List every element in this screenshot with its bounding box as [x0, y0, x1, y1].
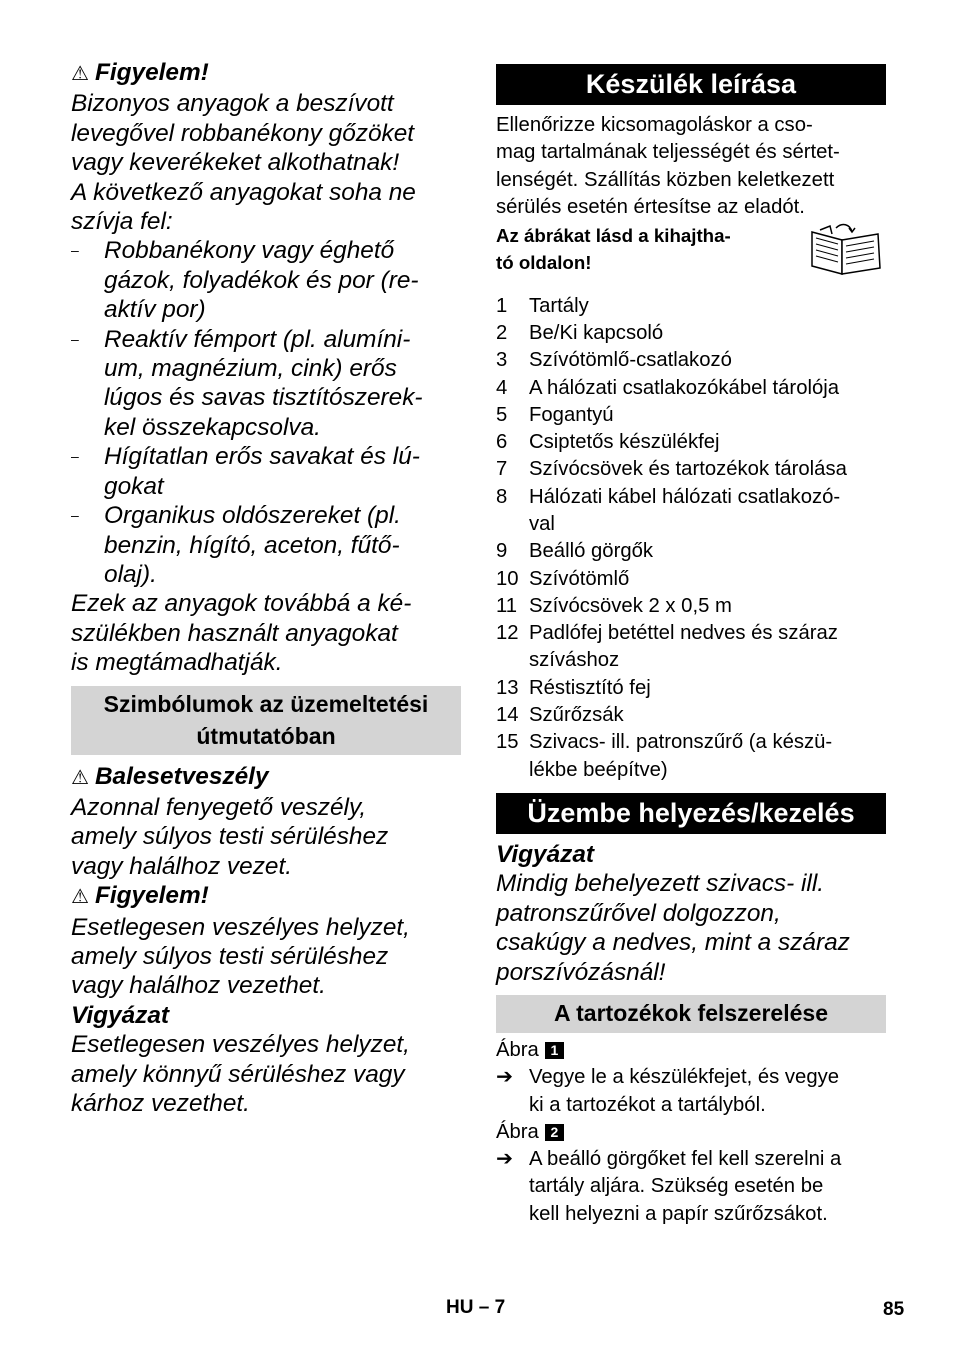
title-line: Szimbólumok az üzemeltetési [103, 690, 429, 717]
item-number: 1 [496, 294, 508, 317]
text-line: Bizonyos anyagok a beszívott [71, 90, 394, 118]
instruction-step [496, 1146, 886, 1228]
text-line: kárhoz vezethet. [71, 1090, 250, 1117]
item-number: 6 [496, 431, 508, 454]
left-column [71, 58, 461, 1118]
caution-block [71, 1001, 461, 1119]
text-line: Mindig behelyezett szivacs- ill. [496, 870, 825, 898]
list-item [496, 593, 886, 620]
warning-triangle-icon: ⚠ [71, 886, 89, 909]
item-number: 7 [496, 458, 508, 481]
text-line: amely könnyű sérüléshez vagy [71, 1060, 405, 1088]
text-line: Szívótömlő [529, 567, 630, 590]
text-line: amely súlyos testi sérüléshez [71, 823, 389, 851]
item-number: 5 [496, 403, 508, 426]
text-line: is megtámadhatják. [71, 649, 283, 677]
parts-list [496, 293, 886, 784]
item-number: 15 [496, 731, 519, 754]
text-line: aktív por) [104, 296, 206, 324]
list-item [496, 484, 886, 539]
item-number: 8 [496, 485, 508, 508]
text-line: benzin, hígító, aceton, fűtő- [104, 531, 400, 559]
text-line: amely súlyos testi sérüléshez [71, 942, 389, 970]
text-line: A hálózati csatlakozókábel tárolója [529, 376, 840, 399]
warning-block-serious [71, 881, 461, 1001]
list-item [496, 293, 886, 320]
text-line: um, magnézium, cink) erős [104, 355, 397, 383]
dash-bullet: – [71, 507, 79, 524]
text-line: porszívózásnál! [496, 958, 666, 986]
text-line: patronszűrővel dolgozzon, [496, 899, 781, 927]
dash-bullet: – [71, 330, 79, 347]
text-line: Beálló görgők [529, 540, 654, 563]
list-item [496, 429, 886, 456]
text-line: Ellenőrizze kicsomagoláskor a cso- [496, 114, 813, 136]
text-line: kell helyezni a papír szűrőzsákot. [529, 1202, 828, 1225]
text-line: Esetlegesen veszélyes helyzet, [71, 913, 410, 941]
text-line: val [529, 513, 555, 535]
item-number: 3 [496, 349, 508, 372]
text-line: A beálló görgőket fel kell szerelni a [529, 1148, 842, 1171]
text-line: Szivacs- ill. patronszűrő (a készü- [529, 731, 833, 754]
warning-list [71, 236, 461, 589]
text-line: Szívócsövek és tartozékok tárolása [529, 458, 847, 481]
text-line: Hígítatlan erős savakat és lú- [104, 443, 420, 471]
text-line: csakúgy a nedves, mint a száraz [496, 929, 850, 957]
instruction-step [496, 1064, 886, 1119]
item-number: 9 [496, 540, 508, 563]
text-line: vagy halálhoz vezet. [71, 852, 293, 880]
warning-heading [71, 58, 461, 89]
text-line: Szívótömlő-csatlakozó [529, 349, 732, 372]
text-line: Hálózati kábel hálózati csatlakozó- [529, 485, 841, 508]
operation-title: Üzembe helyezés/kezelés [496, 793, 886, 834]
text-line: Azonnal fenyegető veszély, [71, 793, 367, 821]
text-line: Robbanékony vagy éghető [104, 237, 395, 265]
item-number: 14 [496, 704, 519, 727]
item-number: 11 [496, 594, 518, 617]
figure-number-badge: 2 [545, 1124, 564, 1141]
caution-heading: Vigyázat [496, 840, 595, 868]
danger-block [71, 762, 461, 882]
text-line: Tartály [529, 294, 589, 317]
figure-label-text: Ábra [496, 1039, 539, 1061]
warning-triangle-icon: ⚠ [71, 766, 89, 789]
list-item [496, 402, 886, 429]
item-number: 4 [496, 376, 508, 399]
title-line: útmutatóban [196, 722, 336, 749]
list-item [496, 729, 886, 784]
text-line: lékbe beépítve) [529, 758, 668, 781]
symbols-section-title [71, 686, 461, 755]
dash-bullet: – [71, 448, 79, 465]
arrow-right-icon: ➔ [496, 1148, 513, 1171]
list-item [496, 675, 886, 702]
text-line: Fogantyú [529, 403, 614, 426]
text-line: szíváshoz [529, 649, 620, 672]
text-line: Reaktív fémport (pl. alumíni- [104, 325, 411, 353]
text-line: szülékben használt anyagokat [71, 619, 398, 647]
text-line: Organikus oldószereket (pl. [104, 502, 401, 530]
text-line: lúgos és savas tisztítószerek- [104, 384, 423, 412]
figure-2-block [496, 1119, 886, 1228]
figure-label [496, 1037, 886, 1064]
section-code: HU – 7 [446, 1297, 506, 1318]
device-intro [496, 112, 886, 222]
text-line: Be/Ki kapcsoló [529, 321, 664, 344]
list-item [496, 320, 886, 347]
arrow-right-icon: ➔ [496, 1066, 513, 1089]
text-line: Réstisztító fej [529, 676, 651, 699]
caution-heading: Vigyázat [71, 1001, 170, 1029]
text-line: vagy keverékeket alkothatnak! [71, 149, 400, 177]
device-description-title: Készülék leírása [496, 64, 886, 105]
warning-intro [71, 89, 461, 236]
list-item [71, 501, 461, 589]
list-item [496, 702, 886, 729]
text-line: Szívócsövek 2 x 0,5 m [529, 594, 732, 617]
text-line: A következő anyagokat soha ne [71, 178, 416, 206]
warning-block-explosive [71, 58, 461, 678]
figure-1-block [496, 1037, 886, 1119]
list-item [496, 375, 886, 402]
text-line: Csiptetős készülékfej [529, 431, 720, 454]
page-number: 85 [883, 1299, 905, 1320]
text-line: sérülés esetén értesítse az eladót. [496, 196, 805, 219]
warning-outro [71, 589, 461, 677]
warning-text [71, 913, 461, 1001]
text-line: Szűrőzsák [529, 704, 624, 727]
text-line: levegővel robbanékony gőzöket [71, 119, 415, 147]
figures-note-row [496, 222, 886, 302]
figure-number-badge: 1 [545, 1042, 564, 1059]
operation-caution-block [496, 840, 886, 987]
text-line: olaj). [104, 560, 157, 588]
warning-heading-text: Figyelem! [94, 59, 209, 86]
text-line: Vegye le a készülékfejet, és vegye [529, 1066, 840, 1089]
list-item [496, 347, 886, 374]
right-column [496, 64, 886, 1228]
list-item [71, 442, 461, 501]
text-line: vagy halálhoz vezethet. [71, 972, 326, 1000]
text-line: szívja fel: [71, 208, 173, 236]
text-line: gokat [104, 472, 164, 500]
text-line: Esetlegesen veszélyes helyzet, [71, 1031, 410, 1059]
text-line: tó oldalon! [496, 251, 592, 273]
danger-heading [71, 762, 461, 793]
text-line: Ezek az anyagok továbbá a ké- [71, 590, 412, 618]
accessories-section-title: A tartozékok felszerelése [496, 995, 886, 1033]
danger-heading-text: Balesetveszély [94, 762, 269, 790]
figure-label [496, 1119, 886, 1146]
caution-text [496, 869, 886, 987]
dash-bullet: – [71, 242, 79, 259]
list-item [496, 456, 886, 483]
list-item [71, 325, 461, 443]
warning-triangle-icon: ⚠ [71, 63, 89, 85]
figure-label-text: Ábra [496, 1120, 539, 1143]
list-item [496, 620, 886, 675]
text-line: Az ábrákat lásd a kihajtha- [496, 224, 731, 246]
text-line: ki a tartozékot a tartályból. [529, 1093, 766, 1116]
text-line: kel összekapcsolva. [104, 413, 321, 441]
list-item [496, 538, 886, 565]
list-item [71, 236, 461, 324]
item-number: 12 [496, 622, 519, 645]
fold-out-book-icon [808, 222, 884, 278]
item-number: 10 [496, 567, 519, 590]
text-line: gázok, folyadékok és por (re- [104, 266, 419, 294]
item-number: 2 [496, 321, 508, 344]
list-item [496, 566, 886, 593]
warning-heading [71, 881, 461, 912]
warning-heading-text: Figyelem! [94, 882, 209, 910]
text-line: Padlófej betéttel nedves és száraz [529, 622, 838, 645]
caution-text [71, 1030, 461, 1118]
text-line: tartály aljára. Szükség esetén be [529, 1175, 824, 1198]
text-line: lenségét. Szállítás közben keletkezett [496, 168, 835, 191]
text-line: mag tartalmának teljességét és sértet- [496, 141, 840, 164]
danger-text [71, 793, 461, 881]
item-number: 13 [496, 676, 519, 699]
